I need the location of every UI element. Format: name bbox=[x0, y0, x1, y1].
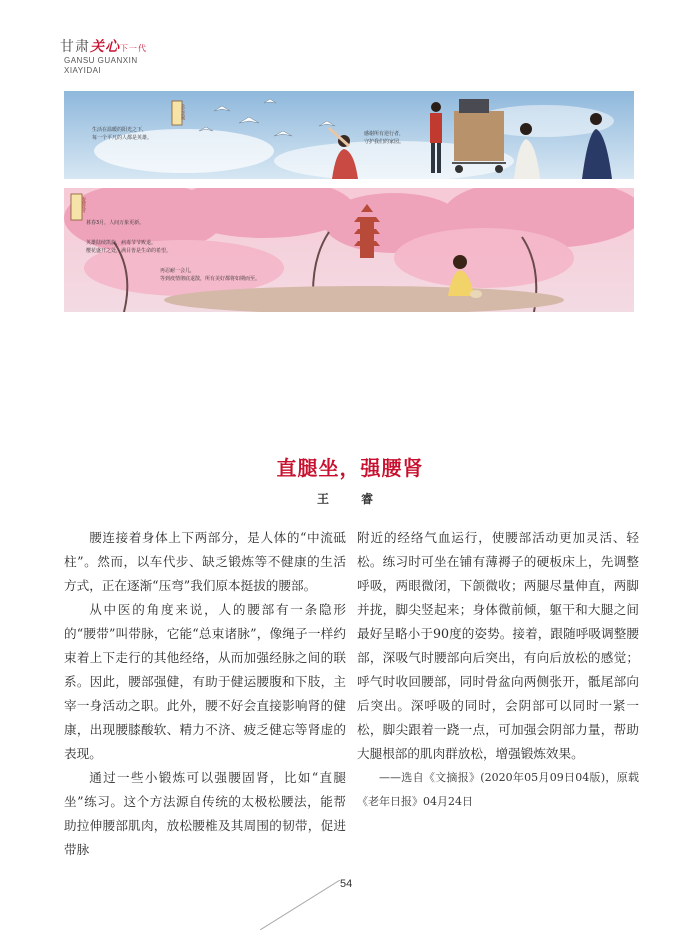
article-column-right bbox=[357, 526, 639, 814]
mural-caption: 暮春3月，人间万象更新。 bbox=[86, 220, 145, 226]
mural-caption: 每一个平凡的人都是英雄。 bbox=[92, 135, 153, 141]
seal-label: 春暖花开 bbox=[82, 197, 87, 213]
page-number: 54 bbox=[340, 878, 353, 890]
article-paragraph: 通过一些小锻炼可以强腰固肾，比如“直腿坐”练习。这个方法源自传统的太极松腰法，能帮助拉伸腰部肌肉，放松腰椎及其周围的韧带，促进带脉 bbox=[64, 770, 346, 857]
mural-bottom-illustration bbox=[64, 188, 634, 312]
mural-caption: 英雄陆续凯旋，病毒节节败退。 bbox=[86, 240, 157, 246]
logo-english-line1: GANSU GUANXIN bbox=[64, 56, 138, 65]
mural-caption: 樱花盛开之处，满目皆是生命的希望。 bbox=[86, 248, 172, 254]
logo-english-line2: XIAYIDAI bbox=[64, 66, 102, 75]
article-paragraph: 腰连接着身体上下两部分，是人体的“中流砥柱”。然而，以车代步、缺乏锻炼等不健康的生活方式，正在逐渐“压弯”我们原本挺拔的腰部。 bbox=[64, 530, 346, 593]
seal-label: 众志成城 bbox=[181, 104, 186, 120]
article-title: 直腿坐，强腰肾 bbox=[276, 456, 424, 480]
article-paragraph: 从中医的角度来说，人的腰部有一条隐形的“腰带”叫带脉，它能“总束诸脉”，像绳子一样约束着上下走行的其他经络，从而加强经脉之间的联系。因此，腰部强健，有助于健运腰腹和下肢，主宰一身活动之职。此外，腰不好会直接影响肾的健康，出现腰膝酸软、精力不济、疲乏健忘等肾虚的表现。 bbox=[64, 602, 346, 761]
article-column-left bbox=[64, 526, 346, 862]
page-corner-line bbox=[260, 880, 340, 930]
mural-top-illustration bbox=[64, 91, 634, 179]
article-source: ——选自《文摘报》(2020年05月09日04版)，原载《老年日报》04月24日 bbox=[357, 771, 639, 808]
article-author: 王 睿 bbox=[316, 492, 383, 506]
mural-caption: 再忍耐一会儿， bbox=[160, 268, 196, 274]
mural-caption: 生活在温暖的阳光之下， bbox=[92, 127, 148, 133]
magazine-logo bbox=[60, 36, 170, 96]
mural-caption: 等到疫情彻底退散，所有美好都将如期而至。 bbox=[160, 276, 261, 282]
logo-chinese: 甘肃关心下一代 bbox=[60, 39, 147, 55]
mural-caption: 感谢所有逆行者， bbox=[364, 131, 405, 137]
mural-caption: 守护我们的家园。 bbox=[364, 139, 405, 145]
article-paragraph: 附近的经络气血运行，使腰部活动更加灵活、轻松。练习时可坐在铺有薄褥子的硬板床上，先调整呼吸，两眼微闭，下颌微收；两腿尽量伸直，两脚并拢，脚尖竖起来；身体微前倾，躯干和大腿之间最好呈略小于90度的姿势。接着，跟随呼吸调整腰部，深吸气时腰部向后突出，有向后放松的感觉；呼气时收回腰部，同时骨盆向两侧张开，骶尾部向后突出。深呼吸的同时，会阴部可以同时一紧一松，脚尖跟着一跷一点，可加强会阴部力量，帮助大腿根部的肌肉群放松，增强锻炼效果。 bbox=[357, 530, 639, 761]
